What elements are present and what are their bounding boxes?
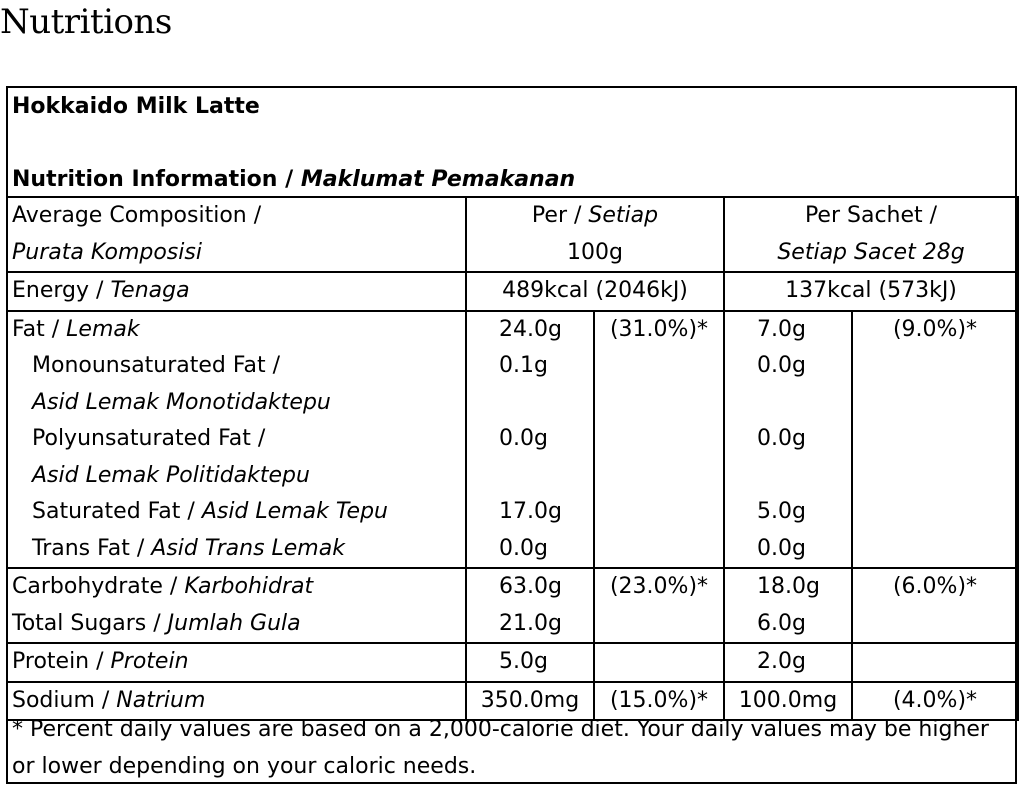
carb-per-100g-values [466, 568, 594, 643]
header-per-100g [466, 197, 724, 272]
sugar-per-sachet: 6.0g [757, 610, 806, 636]
label-ms: Jumlah Gula [167, 610, 301, 636]
protein-per-100g: 5.0g [466, 643, 594, 682]
poly-per-sachet: 0.0g [757, 426, 806, 451]
table-row-fat-group [7, 311, 1018, 569]
table-header-row [7, 197, 1018, 272]
sat-per-sachet: 5.0g [757, 499, 806, 524]
page-title: Nutritions [0, 2, 172, 42]
energy-per-sachet: 137kcal (573kJ) [724, 272, 1018, 311]
protein-pct-100g [594, 643, 724, 682]
carb-pct-100g-value: (23.0%)* [609, 574, 709, 599]
mono-per-sachet: 0.0g [757, 353, 806, 378]
label-ms: Tenaga [110, 278, 190, 303]
sodium-per-100g: 350.0mg [466, 682, 594, 721]
label-en: Fat / [12, 316, 60, 342]
label-en: Protein / [12, 649, 104, 674]
energy-per-100g: 489kcal (2046kJ) [466, 272, 724, 311]
header-per-en: Per / [531, 203, 582, 228]
row-label-mono-ms: Asid Lemak Monotidaktepu [32, 389, 331, 415]
row-label-sat [12, 494, 461, 531]
fat-per-100g: 24.0g [499, 316, 562, 342]
header-per-sachet-line1: Per Sachet / [804, 203, 938, 228]
label-en: Trans Fat / [32, 535, 145, 561]
label-ms: Karbohidrat [184, 574, 314, 599]
fat-pct-sachet [852, 311, 1018, 569]
sodium-pct-100g: (15.0%)* [594, 682, 724, 721]
carb-per-100g: 63.0g [499, 574, 562, 599]
header-per-sachet [724, 197, 1018, 272]
label-ms: Protein [110, 649, 189, 674]
label-en: Saturated Fat / [32, 499, 195, 524]
fat-per-sachet: 7.0g [757, 316, 806, 342]
carb-per-sachet-values [724, 568, 852, 643]
carb-pct-sachet-value: (6.0%)* [892, 574, 978, 599]
label-en: Energy / [12, 278, 104, 303]
section-title [12, 162, 575, 199]
poly-per-100g: 0.0g [499, 426, 548, 451]
label-en: Sodium / [12, 687, 110, 713]
fat-labels [7, 311, 466, 569]
row-label-sugar [12, 606, 461, 643]
row-label-mono-en: Monounsaturated Fat / [32, 353, 281, 378]
section-title-ms: Maklumat Pemakanan [300, 167, 576, 192]
row-label-poly-ms: Asid Lemak Politidaktepu [32, 462, 310, 488]
header-composition-ms: Purata Komposisi [12, 239, 202, 265]
row-label-energy [7, 272, 466, 311]
carb-pct-sachet [852, 568, 1018, 643]
table-row [7, 272, 1018, 311]
row-label-poly-en: Polyunsaturated Fat / [32, 426, 266, 451]
fat-per-100g-values [466, 311, 594, 569]
sodium-pct-sachet: (4.0%)* [852, 682, 1018, 721]
sodium-per-sachet: 100.0mg [724, 682, 852, 721]
sugar-per-100g: 21.0g [499, 610, 562, 636]
header-per-ms: Setiap [588, 203, 659, 228]
protein-pct-sachet [852, 643, 1018, 682]
label-ms: Asid Lemak Tepu [201, 499, 388, 524]
row-label-carb [12, 569, 461, 606]
row-label-fat [12, 312, 461, 349]
product-name: Hokkaido Milk Latte [12, 94, 260, 119]
row-label-trans [12, 531, 461, 568]
trans-per-100g: 0.0g [499, 535, 548, 561]
header-per-100g-line2: 100g [567, 239, 623, 265]
label-ms: Lemak [66, 316, 140, 342]
carb-labels [7, 568, 466, 643]
label-ms: Natrium [116, 687, 206, 713]
label-ms: Asid Trans Lemak [151, 535, 345, 561]
label-en: Total Sugars / [12, 610, 161, 636]
footnote: * Percent daily values are based on a 2,000-calorie diet. Your daily values may be higher or lower depending on your caloric needs. [12, 717, 989, 779]
fat-pct-100g [594, 311, 724, 569]
carb-per-sachet: 18.0g [757, 574, 820, 599]
table-row [7, 643, 1018, 682]
header-per-100g-line1 [471, 198, 719, 235]
header-composition-en: Average Composition / [12, 203, 262, 228]
carb-pct-100g [594, 568, 724, 643]
protein-per-sachet: 2.0g [724, 643, 852, 682]
header-composition [7, 197, 466, 272]
fat-pct-sachet-value: (9.0%)* [892, 316, 978, 342]
header-per-sachet-line2: Setiap Sacet 28g [777, 239, 965, 265]
nutrition-table [6, 196, 1019, 721]
section-title-en: Nutrition Information / [12, 167, 294, 192]
label-en: Carbohydrate / [12, 574, 178, 599]
row-label-protein [7, 643, 466, 682]
fat-pct-100g-value: (31.0%)* [609, 316, 709, 342]
table-row-carb-group [7, 568, 1018, 643]
trans-per-sachet: 0.0g [757, 535, 806, 561]
mono-per-100g: 0.1g [499, 353, 548, 378]
fat-per-sachet-values [724, 311, 852, 569]
sat-per-100g: 17.0g [499, 499, 562, 524]
